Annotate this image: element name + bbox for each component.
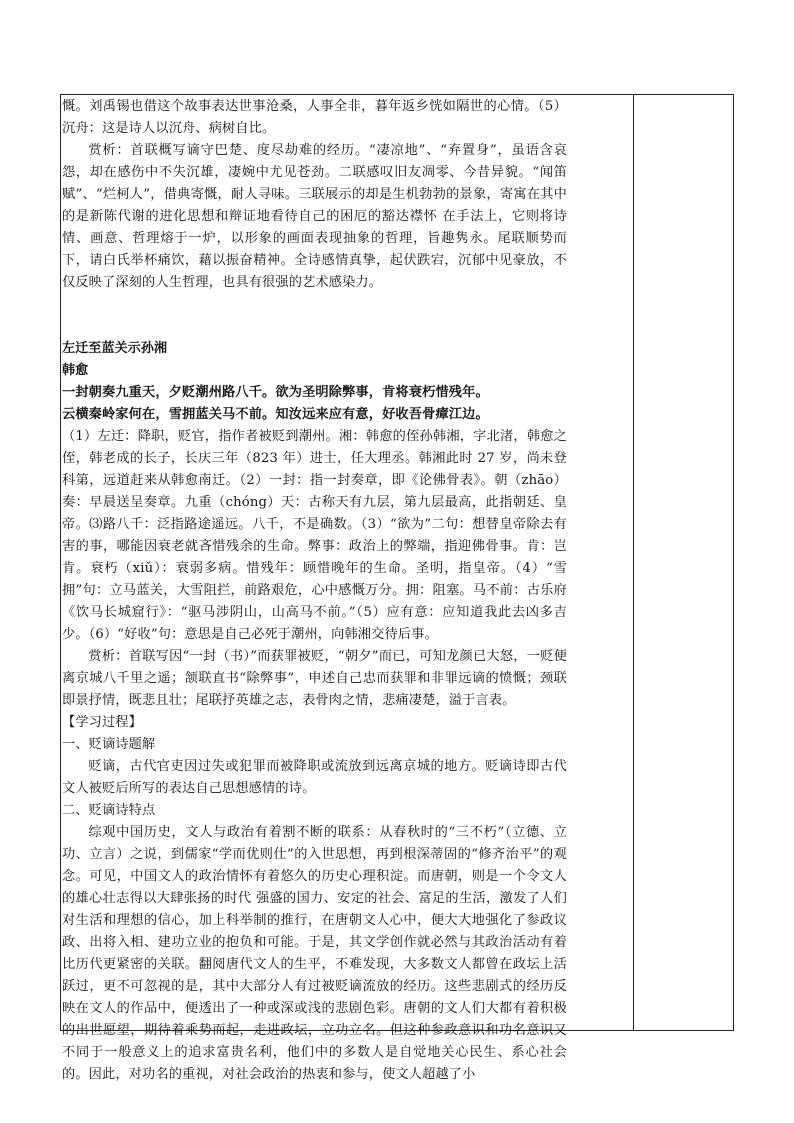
poem-line: 一封朝奏九重天，夕贬潮州路八千。欲为圣明除弊事，肯将衰朽惜残年。	[62, 385, 489, 400]
poem-title: 左迁至蓝关示孙湘	[62, 341, 168, 356]
blank-line	[62, 316, 567, 338]
table-column-divider	[633, 95, 634, 1030]
paragraph-continuation: 慨。刘禹锡也借这个故事表达世事沧桑，人事全非，暮年返乡恍如隔世的心情。（5）沉舟：这是诗人以沉舟、病树自比。	[62, 99, 567, 136]
section-label: 【学习过程】	[62, 715, 143, 730]
paragraph-appreciation-1: 赏析：首联概写谪守巴楚、度尽劫难的经历。“凄凉地”、“弃置身”，虽语含哀怨，却在感伤中不失沉雄，凄婉中尤见苍劲。二联感叹旧友凋零、今昔异貌。“闻笛赋”、“烂柯人”，借典寄慨，耐人寻味。三联展示的却是生机勃勃的景象，寄寓在其中的是新陈代谢的进化思想和辩证地看待自己的困厄的豁达襟怀 在手法上，它则将诗情、画意、哲理熔于一炉，以形象的画面表现抽象的哲理，旨趣隽永。尾联顺势而下，请白氏举杯痛饮，藉以振奋精神。全诗感情真挚，起伏跌宕，沉郁中见豪放，不仅反映了深刻的人生哲理，也具有很强的艺术感染力。	[62, 143, 567, 290]
section-1-heading: 一、贬谪诗题解	[62, 737, 156, 752]
blank-line	[62, 294, 567, 316]
section-1-text: 贬谪，古代官吏因过失或犯罪而被降职或流放到远离京城的地方。贬谪诗即古代文人被贬后所写的表达自己思想感情的诗。	[62, 759, 567, 796]
section-2-heading: 二、贬谪诗特点	[62, 803, 156, 818]
table-content-cell	[62, 96, 567, 1082]
poem-author: 韩愈	[62, 363, 89, 378]
poem-line: 云横秦岭家何在，雪拥蓝关马不前。知汝远来应有意，好收吾骨瘴江边。	[62, 407, 489, 422]
poem-notes: （1）左迁：降职，贬官，指作者被贬到潮州。湘：韩愈的侄孙韩湘，字北渚，韩愈之侄，韩老成的长子，长庆三年（823 年）进士，任大理丞。韩湘此时 27 岁，尚未登科第，远道赶来从韩愈南迁。（2）一封：指一封奏章，即《论佛骨表》。朝（zhāo）奏：早晨送呈奏章。九重（chóng）天：古称天有九层，第九层最高，此指朝廷、皇帝。⑶路八千：泛指路途遥远。八千，不是确数。（3）“欲为”二句：想替皇帝除去有害的事，哪能因衰老就吝惜残余的生命。弊事：政治上的弊端，指迎佛骨事。肯：岂肯。衰朽（xiǔ）：衰弱多病。惜残年：顾惜晚年的生命。圣明，指皇帝。（4）“雪拥”句：立马蓝关，大雪阻拦，前路艰危，心中感慨万分。拥：阻塞。马不前：古乐府《饮马长城窟行》：“驱马涉阴山，山高马不前。”（5）应有意：应知道我此去凶多吉少。（6）“好收”句：意思是自己必死于潮州，向韩湘交待后事。	[62, 429, 567, 642]
section-2-text: 综观中国历史，文人与政治有着割不断的联系：从春秋时的“三不朽”（立德、立功、立言）之说，到儒家“学而优则仕”的入世思想，再到根深蒂固的“修齐治平”的观念。可见，中国文人的政治情怀有着悠久的历史心理积淀。而唐朝，则是一个令文人的雄心壮志得以大肆张扬的时代 强盛的国力、安定的社会、富足的生活，激发了人们对生活和理想的信心，加上科举制的推行，在唐朝文人心中，便大大地强化了参政议政、出将入相、建功立业的抱负和可能。于是，其文学创作就必然与其政治活动有着比历代更紧密的关联。翻阅唐代文人的生平，不难发现，大多数文人都曾在政坛上活跃过，更不可忽视的是，其中大部分人有过被贬谪流放的经历。这些悲剧式的经历反映在文人的作品中，便透出了一种或深或浅的悲剧色彩。唐朝的文人们大都有着积极的出世愿望，期待着乘势而起，走进政坛，立功立名。但这种参政意识和功名意识又不同于一般意义上的追求富贵名利，他们中的多数人是自觉地关心民生、系心社会的。因此，对功名的重视，对社会政治的热衷和参与，使文人超越了小	[62, 825, 567, 1082]
paragraph-appreciation-2: 赏析：首联写因“一封（书）”而获罪被贬，“朝夕”而已，可知龙颜已大怒，一贬便离京城八千里之遥；颔联直书“除弊事”，申述自己忠而获罪和非罪远谪的愤慨；颈联即景抒情，既悲且壮；尾联抒英雄之志，表骨肉之情，悲痛凄楚，溢于言表。	[62, 649, 567, 708]
